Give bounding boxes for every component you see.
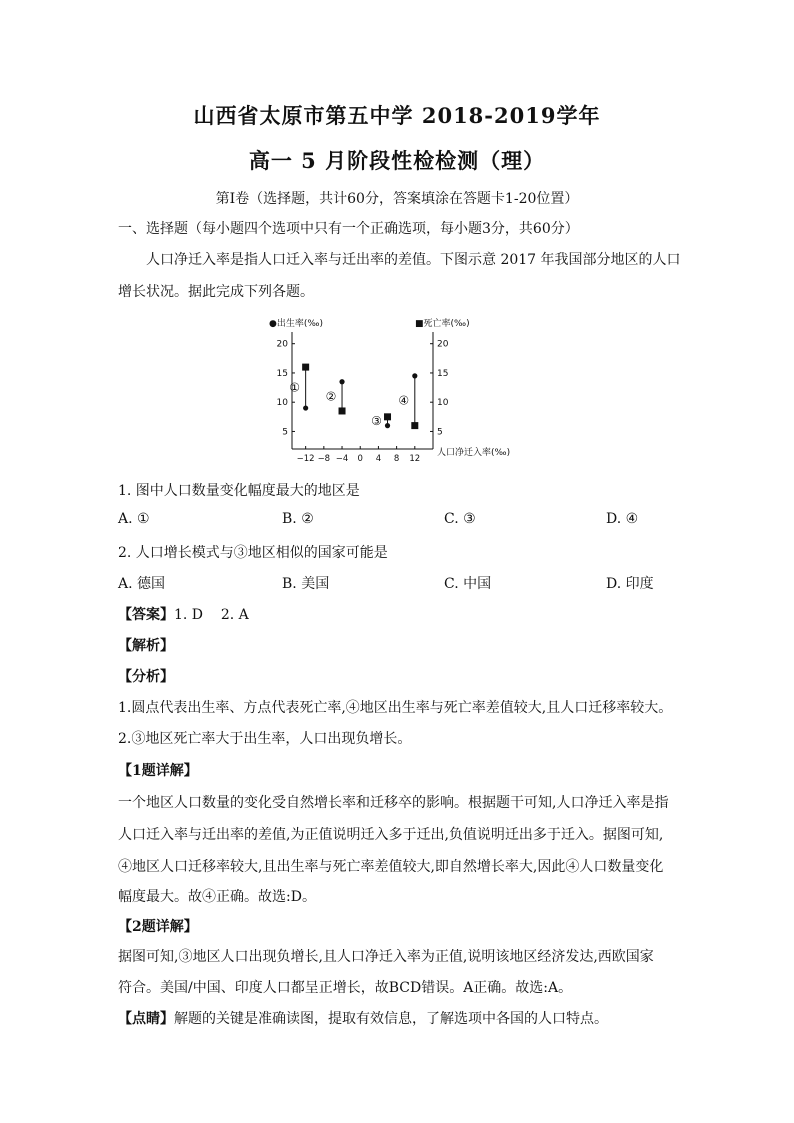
q2-option-c: C. 中国 — [444, 576, 492, 592]
birth-rate-point — [412, 373, 417, 378]
dianjing-text: 解题的关键是准确读图，提取有效信息，了解选项中各国的人口特点。 — [174, 1011, 608, 1027]
right-y-tick-label: 5 — [437, 427, 443, 438]
region-label: ③ — [371, 414, 382, 429]
right-y-tick-label: 20 — [437, 339, 449, 350]
detail2-line-1: 据图可知,③地区人口出现负增长,且人口净迁入率为正值,说明该地区经济发达,西欧国家 — [118, 949, 654, 965]
detail2-line-2: 符合。美国/中国、印度人口都呈正增长，故BCD错误。A正确。故选:A。 — [118, 980, 573, 996]
x-tick-label: 0 — [357, 454, 363, 464]
left-y-tick-label: 20 — [276, 339, 288, 350]
q2-option-b: B. 美国 — [282, 576, 330, 592]
death-rate-point — [384, 413, 391, 420]
x-tick-label: −8 — [317, 454, 331, 464]
detail1-line-4: 幅度最大。故④正确。故选:D。 — [118, 889, 316, 905]
section-heading: 一、选择题（每小题四个选项中只有一个正确选项，每小题3分，共60分） — [118, 221, 579, 237]
birth-rate-point — [303, 405, 308, 410]
answer-text: 1. D 2. A — [174, 607, 249, 623]
region-label: ② — [325, 389, 337, 404]
right-y-tick-label: 15 — [437, 368, 449, 379]
x-tick-label: −4 — [335, 454, 349, 464]
q1-option-d: D. ④ — [606, 511, 639, 527]
volume-note: 第I卷（选择题，共计60分，答案填涂在答题卡1-20位置） — [215, 191, 579, 207]
left-y-tick-label: 5 — [282, 427, 288, 438]
intro-line-1: 人口净迁入率是指人口迁入率与迁出率的差值。下图示意 2017 年我国部分地区的人口 — [146, 252, 681, 268]
answer-row — [118, 604, 249, 624]
q2-stem: 2. 人口增长模式与③地区相似的国家可能是 — [118, 545, 388, 561]
region-label: ④ — [398, 393, 410, 408]
analysis-line-1: 1.圆点代表出生率、方点代表死亡率,④地区出生率与死亡率差值较大,且人口迁移率较大。 — [118, 700, 673, 716]
q1-option-c: C. ③ — [444, 511, 476, 527]
death-rate-point — [339, 407, 346, 414]
left-y-tick-label: 15 — [276, 368, 288, 379]
right-axis-label: ■死亡率(‰) — [415, 319, 470, 329]
death-rate-point — [411, 422, 418, 429]
x-tick-label: −12 — [296, 454, 315, 464]
right-y-tick-label: 10 — [437, 398, 449, 409]
q1-option-b: B. ② — [282, 511, 314, 527]
left-y-tick-label: 10 — [276, 398, 288, 409]
q1-option-a: A. ① — [118, 511, 150, 527]
title-line-2: 高一 5 月阶段性检检测（理） — [248, 148, 546, 173]
intro-line-2: 增长状况。据此完成下列各题。 — [118, 284, 314, 300]
answer-label: 【答案】 — [118, 607, 174, 623]
dianjing-label: 【点睛】 — [118, 1011, 174, 1027]
q2-option-a: A. 德国 — [118, 576, 166, 592]
detail2-label: 【2题详解】 — [118, 919, 198, 935]
jiexi-label: 【解析】 — [118, 638, 174, 654]
population-chart — [265, 312, 530, 464]
fenxi-label: 【分析】 — [118, 669, 174, 685]
left-axis-label: ●出生率(‰) — [269, 319, 323, 329]
q1-stem: 1. 图中人口数量变化幅度最大的地区是 — [118, 483, 360, 499]
x-tick-label: 8 — [393, 454, 400, 464]
detail1-line-3: ④地区人口迁移率较大,且出生率与死亡率差值较大,即自然增长率大,因此④人口数量变化 — [118, 859, 664, 875]
x-tick-label: 4 — [375, 454, 382, 464]
q2-option-d: D. 印度 — [606, 576, 654, 592]
dianjing-row — [118, 1008, 608, 1028]
birth-rate-point — [385, 423, 390, 428]
region-label: ① — [289, 380, 301, 395]
birth-rate-point — [339, 379, 344, 384]
x-tick-label: 12 — [409, 454, 421, 464]
detail1-line-2: 人口迁入率与迁出率的差值,为正值说明迁入多于迁出,负值说明迁出多于迁入。据图可知, — [118, 827, 664, 843]
analysis-line-2: 2.③地区死亡率大于出生率，人口出现负增长。 — [118, 731, 412, 747]
death-rate-point — [302, 364, 309, 371]
title-line-1: 山西省太原市第五中学 2018-2019学年 — [193, 103, 601, 128]
x-axis-label: 人口净迁入率(‰) — [437, 448, 511, 458]
detail1-label: 【1题详解】 — [118, 763, 198, 779]
detail1-line-1: 一个地区人口数量的变化受自然增长率和迁移卒的影响。根据题干可知,人口净迁入率是指 — [118, 795, 669, 811]
